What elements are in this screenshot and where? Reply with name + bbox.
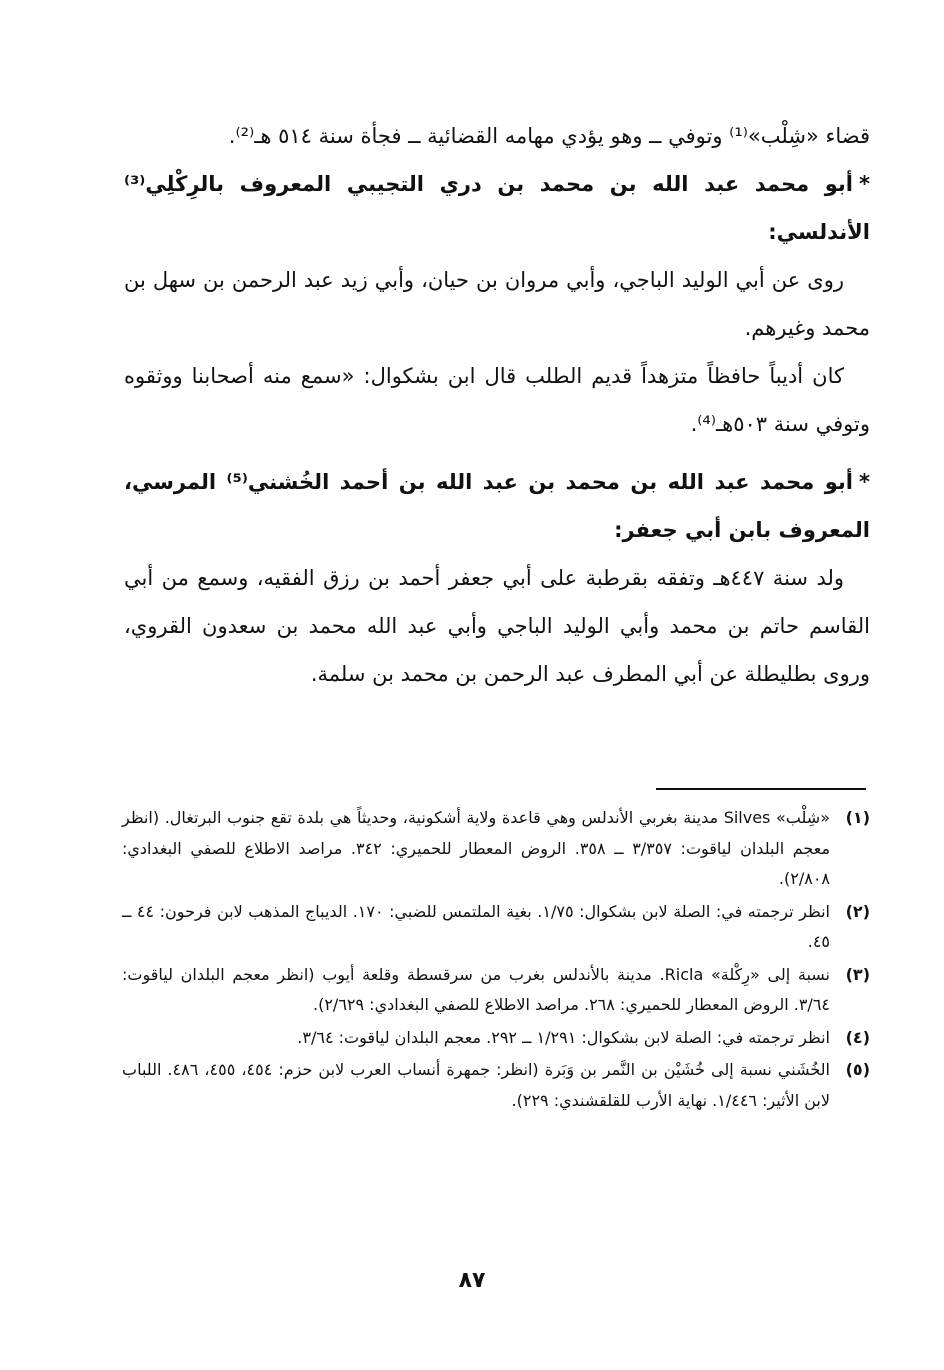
footnote [122, 803, 870, 895]
entry-paragraph: كان أديباً حافظاً متزهداً قديم الطلب قال ابن بشكوال: «سمع منه أصحابنا ووثقوه وتوفي سنة ٥٠٣هـ⁽⁴⁾. [124, 364, 870, 436]
footnotes [122, 803, 870, 1118]
footnote-number: (٤) [845, 1027, 870, 1047]
footnote [122, 1023, 870, 1054]
spacer [124, 448, 870, 458]
footnote-text: انظر ترجمته في: الصلة لابن بشكوال: ١/٧٥. بغية الملتمس للضبي: ١٧٠. الديباج المذهب لابن فرحون: ٤٤ ــ ٤٥. [122, 901, 830, 951]
footnote-number: (١) [845, 808, 870, 827]
footnote-divider [656, 788, 866, 790]
footnote-text: الخُشَني نسبة إلى خُشَيْن بن النَّمر بن وَبَرة (انظر: جمهرة أنساب العرب لابن حزم: ٤٥٤، ٤٥٥، ٤٨٦. اللباب لابن الأثير: ١/٤٤٦. نهاية الأرب للقلقشندي: ٢٢٩). [122, 1060, 831, 1110]
footnote-number: (٥) [845, 1060, 870, 1079]
star-marker: * [859, 172, 870, 196]
footnote [122, 897, 870, 958]
footnote-text: انظر ترجمته في: الصلة لابن بشكوال: ١/٢٩١ ــ ٢٩٢. معجم البلدان لياقوت: ٣/٦٤. [297, 1027, 830, 1047]
entry-heading-text: أبو محمد عبد الله بن محمد بن دري التجيبي المعروف بالرِكْلِي⁽³⁾ الأندلسي: [124, 172, 870, 244]
entry-paragraph: روى عن أبي الوليد الباجي، وأبي مروان بن حيان، وأبي زيد عبد الرحمن بن سهل بن محمد وغيرهم. [124, 268, 870, 340]
entry-paragraph: ولد سنة ٤٤٧هـ وتفقه بقرطبة على أبي جعفر أحمد بن رزق الفقيه، وسمع من أبي القاسم حاتم بن محمد وأبي الوليد الباجي وأبي عبد الله محمد بن سعدون القروي، وروى بطليطلة عن أبي المطرف عبد الرحمن بن محمد بن سلمة. [124, 566, 870, 686]
star-marker: * [859, 470, 870, 494]
footnote-number: (٢) [845, 901, 870, 921]
entry-heading [124, 160, 870, 256]
page-number: ٨٧ [458, 1268, 486, 1293]
entry-heading-text: أبو محمد عبد الله بن محمد بن عبد الله بن أحمد الخُشني⁽⁵⁾ المرسي، المعروف بابن أبي جعفر: [124, 470, 870, 542]
footnote-text: نسبة إلى «رِكْلة» Ricla. مدينة بالأندلس بغرب من سرقسطة وقلعة أيوب (انظر معجم البلدان لياقوت: ٣/٦٤. الروض المعطار للحميري: ٢٦٨. مراصد الاطلاع للصفي البغدادي: ٢/٦٢٩). [122, 964, 830, 1014]
footnote [122, 960, 870, 1021]
footnote-text: «شِلْب» Silves مدينة بغربي الأندلس وهي قاعدة ولاية أشكونية، وحديثاً هي بلدة تقع جنوب البرتغال. (انظر معجم البلدان لياقوت: ٣/٣٥٧ ــ ٣٥٨. الروض المعطار للحميري: ٣٤٢. مراصد الاطلاع للصفي البغدادي: ٢/٨٠٨). [122, 808, 831, 888]
footnote [122, 1055, 870, 1116]
entry-heading [124, 458, 870, 554]
continuation-paragraph: قضاء «شِلْب»⁽¹⁾ وتوفي ــ وهو يؤدي مهامه القضائية ــ فجأة سنة ٥١٤ هـ⁽²⁾. [228, 124, 870, 148]
footnote-number: (٣) [845, 964, 870, 984]
main-text [124, 112, 870, 698]
